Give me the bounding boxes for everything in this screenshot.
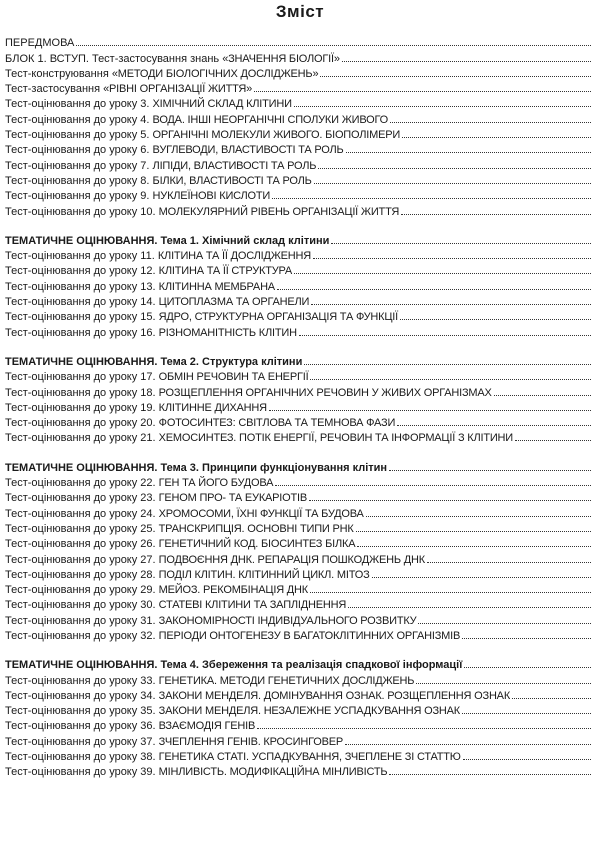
entry-prefix: Тест-оцінювання до уроку 35.: [5, 705, 159, 718]
entry-topic: ГЕНЕТИКА СТАТІ. УСПАДКУВАННЯ, ЗЧЕПЛЕНЕ ЗІ СТАТТЮ: [158, 751, 461, 764]
dot-leader: [348, 607, 591, 608]
dot-leader: [342, 61, 591, 62]
entry-topic: СТАТЕВІ КЛІТИНИ ТА ЗАПЛІДНЕННЯ: [158, 599, 347, 612]
toc-entry: [5, 156, 593, 171]
dot-leader: [494, 395, 591, 396]
entry-topic: РОЗЩЕПЛЕННЯ ОРГАНІЧНИХ РЕЧОВИН У ЖИВИХ ОРГАНІЗМАХ: [158, 386, 492, 399]
dot-leader: [462, 638, 591, 639]
toc-entry-text: [5, 37, 74, 49]
dot-leader: [277, 289, 591, 290]
section-gap: [5, 218, 593, 232]
dot-leader: [311, 304, 591, 305]
entry-topic: КЛІТИННЕ ДИХАННЯ: [158, 401, 267, 414]
entry-prefix: Тест-оцінювання до уроку 9.: [5, 190, 153, 203]
entry-topic: МОЛЕКУЛЯРНИЙ РІВЕНЬ ОРГАНІЗАЦІЇ ЖИТТЯ: [158, 205, 400, 218]
entry-prefix: Тест-оцінювання до уроку 20.: [5, 417, 159, 430]
toc-entry-text: [5, 327, 297, 339]
section-gap: [5, 444, 593, 458]
toc-entry: [5, 520, 593, 535]
toc-entry: [5, 202, 593, 217]
entry-topic: МІНЛИВІСТЬ. МОДИФІКАЦІЙНА МІНЛИВІСТЬ: [158, 766, 388, 779]
section-gap: [5, 339, 593, 353]
toc-entry-text: [5, 68, 318, 80]
table-of-contents: [5, 34, 593, 778]
toc-entry: [5, 110, 593, 125]
toc-entry: [5, 429, 593, 444]
toc-entry-text: [5, 615, 416, 627]
entry-prefix: Тест-оцінювання до уроку 12.: [5, 265, 159, 278]
entry-prefix: Тест-оцінювання до уроку 28.: [5, 568, 159, 581]
dot-leader: [397, 425, 591, 426]
dot-leader: [416, 683, 591, 684]
section-heading: [5, 353, 593, 368]
dot-leader: [372, 577, 591, 578]
entry-topic: ЗАКОНОМІРНОСТІ ІНДИВІДУАЛЬНОГО РОЗВИТКУ: [158, 614, 417, 627]
toc-entry: [5, 141, 593, 156]
dot-leader: [275, 485, 591, 486]
entry-prefix: Тест-оцінювання до уроку 25.: [5, 522, 159, 535]
toc-entry: [5, 34, 593, 49]
dot-leader: [402, 137, 591, 138]
entry-topic: «РІВНІ ОРГАНІЗАЦІЇ ЖИТТЯ»: [103, 83, 253, 96]
section-heading: [5, 458, 593, 473]
entry-topic: ЗЧЕПЛЕННЯ ГЕНІВ. КРОСИНГОВЕР: [158, 735, 343, 748]
toc-entry-text: [5, 356, 302, 368]
dot-leader: [401, 214, 591, 215]
entry-topic: ЛІПІДИ, ВЛАСТИВОСТІ ТА РОЛЬ: [152, 159, 317, 172]
toc-entry: [5, 383, 593, 398]
entry-prefix: Тест-оцінювання до уроку 23.: [5, 492, 159, 505]
toc-entry-text: [5, 235, 329, 247]
toc-entry-text: [5, 508, 364, 520]
toc-entry-text: [5, 720, 255, 732]
toc-entry: [5, 732, 593, 747]
dot-leader: [366, 516, 591, 517]
entry-topic: ХІМІЧНИЙ СКЛАД КЛІТИНИ: [152, 98, 292, 111]
entry-prefix: Тест-оцінювання до уроку 39.: [5, 766, 159, 779]
dot-leader: [314, 183, 591, 184]
toc-entry: [5, 323, 593, 338]
toc-entry-text: [5, 83, 252, 95]
entry-prefix: Тест-оцінювання до уроку 16.: [5, 326, 159, 339]
entry-topic: ГЕНЕТИЧНИЙ КОД. БІОСИНТЕЗ БІЛКА: [158, 538, 356, 551]
entry-prefix: Тест-оцінювання до уроку 10.: [5, 205, 159, 218]
entry-topic: ГЕНОМ ПРО- ТА ЕУКАРІОТІВ: [158, 492, 308, 505]
entry-prefix: Тест-оцінювання до уроку 11.: [5, 250, 158, 263]
entry-topic: ВУГЛЕВОДИ, ВЛАСТИВОСТІ ТА РОЛЬ: [152, 144, 344, 157]
entry-prefix: Тест-оцінювання до уроку 3.: [5, 98, 153, 111]
toc-entry-text: [5, 311, 398, 323]
toc-entry-text: [5, 53, 340, 65]
toc-entry-text: [5, 281, 275, 293]
dot-leader: [299, 335, 591, 336]
entry-topic: ЗАКОНИ МЕНДЕЛЯ. НЕЗАЛЕЖНЕ УСПАДКУВАННЯ ОЗНАК: [158, 705, 460, 718]
entry-prefix: ПЕРЕДМОВА: [5, 37, 75, 50]
dot-leader: [310, 379, 591, 380]
entry-topic: ХЕМОСИНТЕЗ. ПОТІК ЕНЕРГІЇ, РЕЧОВИН ТА ІНФОРМАЦІЇ З КЛІТИНИ: [158, 432, 513, 445]
toc-entry: [5, 748, 593, 763]
toc-entry: [5, 763, 593, 778]
entry-prefix: Тест-застосування: [5, 83, 104, 96]
toc-entry-text: [5, 371, 308, 383]
entry-prefix: Тест-оцінювання до уроку 36.: [5, 720, 159, 733]
dot-leader: [254, 91, 591, 92]
toc-entry-text: [5, 462, 387, 474]
toc-entry-text: [5, 98, 292, 110]
toc-entry-text: [5, 296, 309, 308]
toc-entry: [5, 611, 593, 626]
toc-entry: [5, 247, 593, 262]
entry-topic: ОБМІН РЕЧОВИН ТА ЕНЕРГІЇ: [158, 371, 309, 384]
heading-topic: Тема 1. Хімічний склад клітини: [160, 234, 330, 247]
entry-topic: БІЛКИ, ВЛАСТИВОСТІ ТА РОЛЬ: [152, 174, 312, 187]
toc-entry-text: [5, 129, 400, 141]
toc-entry-text: [5, 432, 513, 444]
dot-leader: [257, 728, 591, 729]
heading-prefix: ТЕМАТИЧНЕ ОЦІНЮВАННЯ.: [5, 355, 161, 368]
entry-topic: «ЗНАЧЕННЯ БІОЛОГІЇ»: [222, 52, 340, 65]
section-heading: [5, 656, 593, 671]
toc-entry-text: [5, 477, 273, 489]
entry-prefix: Тест-оцінювання до уроку 24.: [5, 507, 159, 520]
dot-leader: [427, 562, 591, 563]
dot-leader: [356, 531, 591, 532]
section-heading: [5, 232, 593, 247]
entry-topic: ПЕРІОДИ ОНТОГЕНЕЗУ В БАГАТОКЛІТИННИХ ОРГАНІЗМІВ: [158, 629, 461, 642]
toc-entry: [5, 550, 593, 565]
toc-entry: [5, 687, 593, 702]
dot-leader: [320, 76, 591, 77]
entry-topic: ПОДВОЄННЯ ДНК. РЕПАРАЦІЯ ПОШКОДЖЕНЬ ДНК: [158, 553, 425, 566]
section-gap: [5, 642, 593, 656]
toc-entry-text: [5, 160, 316, 172]
entry-prefix: Тест-оцінювання до уроку 13.: [5, 280, 159, 293]
heading-topic: Тема 2. Структура клітини: [160, 355, 303, 368]
heading-topic: Тема 4. Збереження та реалізація спадкової інформації: [160, 659, 463, 672]
toc-entry-text: [5, 402, 267, 414]
toc-entry: [5, 187, 593, 202]
toc-entry-text: [5, 675, 414, 687]
entry-prefix: Тест-оцінювання до уроку 27.: [5, 553, 159, 566]
entry-prefix: Тест-оцінювання до уроку 22.: [5, 477, 159, 490]
toc-entry-text: [5, 206, 399, 218]
toc-entry-text: [5, 538, 355, 550]
toc-entry: [5, 627, 593, 642]
toc-entry: [5, 399, 593, 414]
toc-entry: [5, 596, 593, 611]
entry-prefix: Тест-оцінювання до уроку 5.: [5, 129, 153, 142]
toc-entry-text: [5, 144, 344, 156]
entry-topic: КЛІТИНА ТА ЇЇ ДОСЛІДЖЕННЯ: [157, 250, 312, 263]
toc-entry-text: [5, 523, 354, 535]
entry-prefix: Тест-оцінювання до уроку 30.: [5, 599, 159, 612]
toc-entry-text: [5, 569, 370, 581]
entry-prefix: Тест-оцінювання до уроку 31.: [5, 614, 159, 627]
heading-prefix: ТЕМАТИЧНЕ ОЦІНЮВАННЯ.: [5, 461, 161, 474]
entry-topic: ВЗАЄМОДІЯ ГЕНІВ: [158, 720, 256, 733]
toc-entry-text: [5, 114, 388, 126]
toc-entry: [5, 489, 593, 504]
page-title: Зміст: [275, 2, 325, 21]
entry-prefix: Тест-оцінювання до уроку 21.: [5, 432, 159, 445]
dot-leader: [76, 45, 591, 46]
toc-entry: [5, 126, 593, 141]
entry-topic: ЦИТОПЛАЗМА ТА ОРГАНЕЛИ: [158, 296, 310, 309]
dot-leader: [269, 410, 591, 411]
toc-entry: [5, 717, 593, 732]
dot-leader: [462, 713, 591, 714]
dot-leader: [390, 122, 591, 123]
toc-entry: [5, 702, 593, 717]
entry-prefix: Тест-оцінювання до уроку 26.: [5, 538, 159, 551]
toc-entry: [5, 80, 593, 95]
toc-entry-text: [5, 417, 395, 429]
dot-leader: [331, 243, 591, 244]
toc-entry: [5, 504, 593, 519]
toc-entry-text: [5, 751, 461, 763]
toc-entry: [5, 262, 593, 277]
entry-topic: ГЕН ТА ЙОГО БУДОВА: [158, 477, 274, 490]
toc-entry-text: [5, 190, 270, 202]
dot-leader: [346, 152, 591, 153]
toc-entry-text: [5, 387, 492, 399]
dot-leader: [389, 470, 591, 471]
dot-leader: [418, 623, 591, 624]
entry-prefix: Тест-оцінювання до уроку 18.: [5, 386, 159, 399]
entry-prefix: Тест-оцінювання до уроку 37.: [5, 735, 159, 748]
toc-entry-text: [5, 690, 510, 702]
entry-topic: ПОДІЛ КЛІТИН. КЛІТИННИЙ ЦИКЛ. МІТОЗ: [158, 568, 370, 581]
heading-prefix: ТЕМАТИЧНЕ ОЦІНЮВАННЯ.: [5, 659, 161, 672]
dot-leader: [310, 592, 591, 593]
entry-prefix: БЛОК 1. ВСТУП. Тест-застосування знань: [5, 52, 223, 65]
entry-prefix: Тест-оцінювання до уроку 33.: [5, 674, 159, 687]
toc-entry: [5, 65, 593, 80]
dot-leader: [318, 168, 591, 169]
entry-prefix: Тест-оцінювання до уроку 8.: [5, 174, 153, 187]
entry-prefix: Тест-оцінювання до уроку 29.: [5, 584, 159, 597]
toc-entry: [5, 95, 593, 110]
entry-topic: РІЗНОМАНІТНІСТЬ КЛІТИН: [158, 326, 297, 339]
entry-topic: КЛІТИНА ТА ЇЇ СТРУКТУРА: [158, 265, 293, 278]
entry-prefix: Тест-оцінювання до уроку 17.: [5, 371, 159, 384]
entry-prefix: Тест-оцінювання до уроку 19.: [5, 401, 159, 414]
entry-prefix: Тест-конструювання: [5, 67, 112, 80]
toc-entry-text: [5, 554, 425, 566]
entry-prefix: Тест-оцінювання до уроку 38.: [5, 751, 159, 764]
dot-leader: [304, 364, 591, 365]
toc-entry-text: [5, 736, 343, 748]
entry-topic: ЯДРО, СТРУКТУРНА ОРГАНІЗАЦІЯ ТА ФУНКЦІЇ: [158, 311, 399, 324]
dot-leader: [294, 106, 591, 107]
toc-entry: [5, 414, 593, 429]
toc-entry-text: [5, 250, 311, 262]
dot-leader: [309, 500, 591, 501]
entry-topic: ТРАНСКРИПЦІЯ. ОСНОВНІ ТИПИ РНК: [158, 522, 354, 535]
toc-entry-text: [5, 659, 462, 671]
heading-prefix: ТЕМАТИЧНЕ ОЦІНЮВАННЯ.: [5, 234, 161, 247]
toc-entry: [5, 308, 593, 323]
entry-topic: ХРОМОСОМИ, ЇХНІ ФУНКЦІЇ ТА БУДОВА: [158, 507, 364, 520]
entry-prefix: Тест-оцінювання до уроку 14.: [5, 296, 159, 309]
entry-topic: МЕЙОЗ. РЕКОМБІНАЦІЯ ДНК: [158, 584, 309, 597]
dot-leader: [272, 198, 591, 199]
entry-prefix: Тест-оцінювання до уроку 6.: [5, 144, 153, 157]
entry-topic: НУКЛЕЇНОВІ КИСЛОТИ: [152, 190, 271, 203]
entry-topic: «МЕТОДИ БІОЛОГІЧНИХ ДОСЛІДЖЕНЬ»: [111, 67, 319, 80]
entry-prefix: Тест-оцінювання до уроку 15.: [5, 311, 159, 324]
entry-topic: ГЕНЕТИКА. МЕТОДИ ГЕНЕТИЧНИХ ДОСЛІДЖЕНЬ: [158, 674, 415, 687]
dot-leader: [463, 759, 591, 760]
entry-prefix: Тест-оцінювання до уроку 7.: [5, 159, 153, 172]
dot-leader: [400, 319, 591, 320]
toc-entry-text: [5, 630, 460, 642]
dot-leader: [512, 698, 591, 699]
entry-prefix: Тест-оцінювання до уроку 4.: [5, 113, 153, 126]
toc-entry: [5, 293, 593, 308]
toc-entry: [5, 49, 593, 64]
toc-entry-text: [5, 599, 346, 611]
toc-entry-text: [5, 584, 308, 596]
dot-leader: [313, 258, 591, 259]
toc-entry: [5, 474, 593, 489]
toc-entry: [5, 535, 593, 550]
entry-topic: КЛІТИННА МЕМБРАНА: [158, 280, 275, 293]
dot-leader: [345, 744, 591, 745]
entry-topic: ЗАКОНИ МЕНДЕЛЯ. ДОМІНУВАННЯ ОЗНАК. РОЗЩЕПЛЕННЯ ОЗНАК: [158, 689, 511, 702]
dot-leader: [389, 774, 591, 775]
entry-topic: ФОТОСИНТЕЗ: СВІТЛОВА ТА ТЕМНОВА ФАЗИ: [158, 417, 396, 430]
toc-entry: [5, 671, 593, 686]
toc-entry: [5, 581, 593, 596]
entry-topic: ВОДА. ІНШІ НЕОРГАНІЧНІ СПОЛУКИ ЖИВОГО: [152, 113, 388, 126]
toc-entry-text: [5, 705, 460, 717]
toc-entry-text: [5, 492, 307, 504]
dot-leader: [464, 667, 591, 668]
entry-prefix: Тест-оцінювання до уроку 34.: [5, 689, 159, 702]
toc-entry: [5, 277, 593, 292]
dot-leader: [515, 440, 591, 441]
dot-leader: [357, 546, 591, 547]
toc-entry-text: [5, 766, 387, 778]
dot-leader: [294, 273, 591, 274]
toc-entry: [5, 566, 593, 581]
toc-entry-text: [5, 175, 312, 187]
entry-prefix: Тест-оцінювання до уроку 32.: [5, 629, 159, 642]
toc-entry: [5, 368, 593, 383]
entry-topic: ОРГАНІЧНІ МОЛЕКУЛИ ЖИВОГО. БІОПОЛІМЕРИ: [152, 129, 401, 142]
heading-topic: Тема 3. Принципи функціонування клітин: [160, 461, 388, 474]
toc-entry: [5, 172, 593, 187]
toc-entry-text: [5, 265, 292, 277]
